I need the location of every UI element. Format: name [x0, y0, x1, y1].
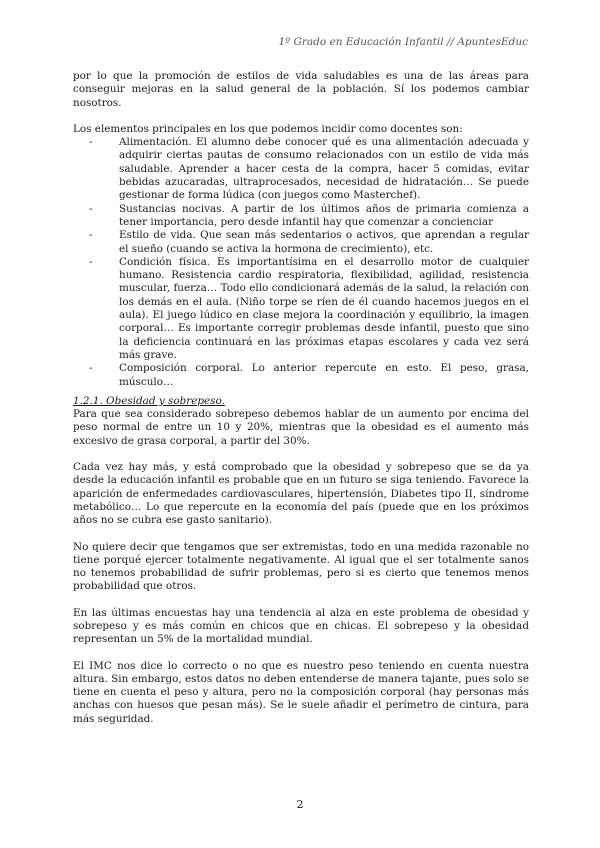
paragraph-definition: Para que sea considerado sobrepeso debemos hablar de un aumento por encima del peso normal de entre un 10 y 20%, mientras que la obesidad es el aumento más excesivo de grasa corporal, a partir del 30%.	[73, 408, 529, 447]
list-item-alimentacion: - Alimentación. El alumno debe conocer qué es una alimentación adecuada y adquirir ciertas pautas de consumo relacionados con un estilo de vida más saludable. Aprender a hacer cesta de la compra, hacer 5 comidas, evitar bebidas azucaradas, ultraprocesados, necesidad de hidratación… Se puede gestionar de forma lúdica (con juegos como Masterchef).	[73, 136, 529, 202]
page-number: 2	[296, 798, 304, 811]
list-item-sustancias: - Sustancias nocivas. A partir de los últimos años de primaria comienza a tener importancia, pero desde infantil hay que comenzar a concienciar	[73, 203, 529, 230]
paragraph-imc: El IMC nos dice lo correcto o no que es nuestro peso teniendo en cuenta nuestra altura. Sin embargo, estos datos no deben entenderse de manera tajante, pues solo se tiene en cuenta el peso y altura, pero no la composición corporal (hay personas más anchas con huesos que pesan más). Se le suele añadir el perímetro de cintura, para más seguridad.	[73, 659, 529, 725]
paragraph-surveys: En las últimas encuestas hay una tendencia al alza en este problema de obesidad y sobrepeso y es más común en chicos que en chicas. El sobrepeso y la obesidad representan un 5% de la mortalidad mundial.	[73, 606, 529, 646]
list-item-estilo-vida: - Estilo de vida. Que sean más sedentarios o activos, que aprendan a regular el sueño (cuando se activa la hormona de crecimiento), etc.	[73, 229, 529, 256]
section-title: 1.2.1. Obesidad y sobrepeso.	[73, 394, 225, 407]
intro-paragraph: por lo que la promoción de estilos de vida saludables es una de las áreas para conseguir mejoras en la salud general de la población. Sí los podemos cambiar nosotros.	[73, 70, 529, 109]
document-body	[73, 70, 529, 726]
elements-list	[73, 136, 529, 389]
list-item-composicion: - Composición corporal. Lo anterior repercute en esto. El peso, grasa, músculo…	[73, 362, 529, 389]
paragraph-prevalence: Cada vez hay más, y está comprobado que la obesidad y sobrepeso que se da ya desde la educación infantil es probable que en un futuro se siga teniendo. Favorece la aparición de enfermedades cardiovasculares, hipertensión, Diabetes tipo II, síndrome metabólico… Lo que repercute en la economía del país (puede que en los próximos años no se cubra ese gasto sanitario).	[73, 461, 529, 527]
paragraph-moderation: No quiere decir que tengamos que ser extremistas, todo en una medida razonable no tiene porqué ejercer totalmente negativamente. Al igual que el ser totalmente sanos no tenemos probabilidad de sufrir problemas, pero si es cierto que tenemos menos probabilidad que otros.	[73, 540, 529, 593]
page-header: 1º Grado en Educación Infantil // ApuntesEduc	[278, 36, 528, 48]
list-item-condicion-fisica: - Condición física. Es importantísima en el desarrollo motor de cualquier humano. Resistencia cardio respiratoria, flexibilidad, agilidad, resistencia muscular, fuerza… Todo ello condicionará además de la salud, la relación con los demás en el aula. (Niño torpe se ríen de él cuando hacemos juegos en el aula). El juego lúdico en clase mejora la coordinación y equilibrio, la imagen corporal… Es importante corregir problemas desde infantil, puesto que sino la deficiencia continuará en las próximas etapas escolares y cada vez será más grave.	[73, 256, 529, 362]
list-intro: Los elementos principales en los que podemos incidir como docentes son:	[73, 122, 463, 135]
